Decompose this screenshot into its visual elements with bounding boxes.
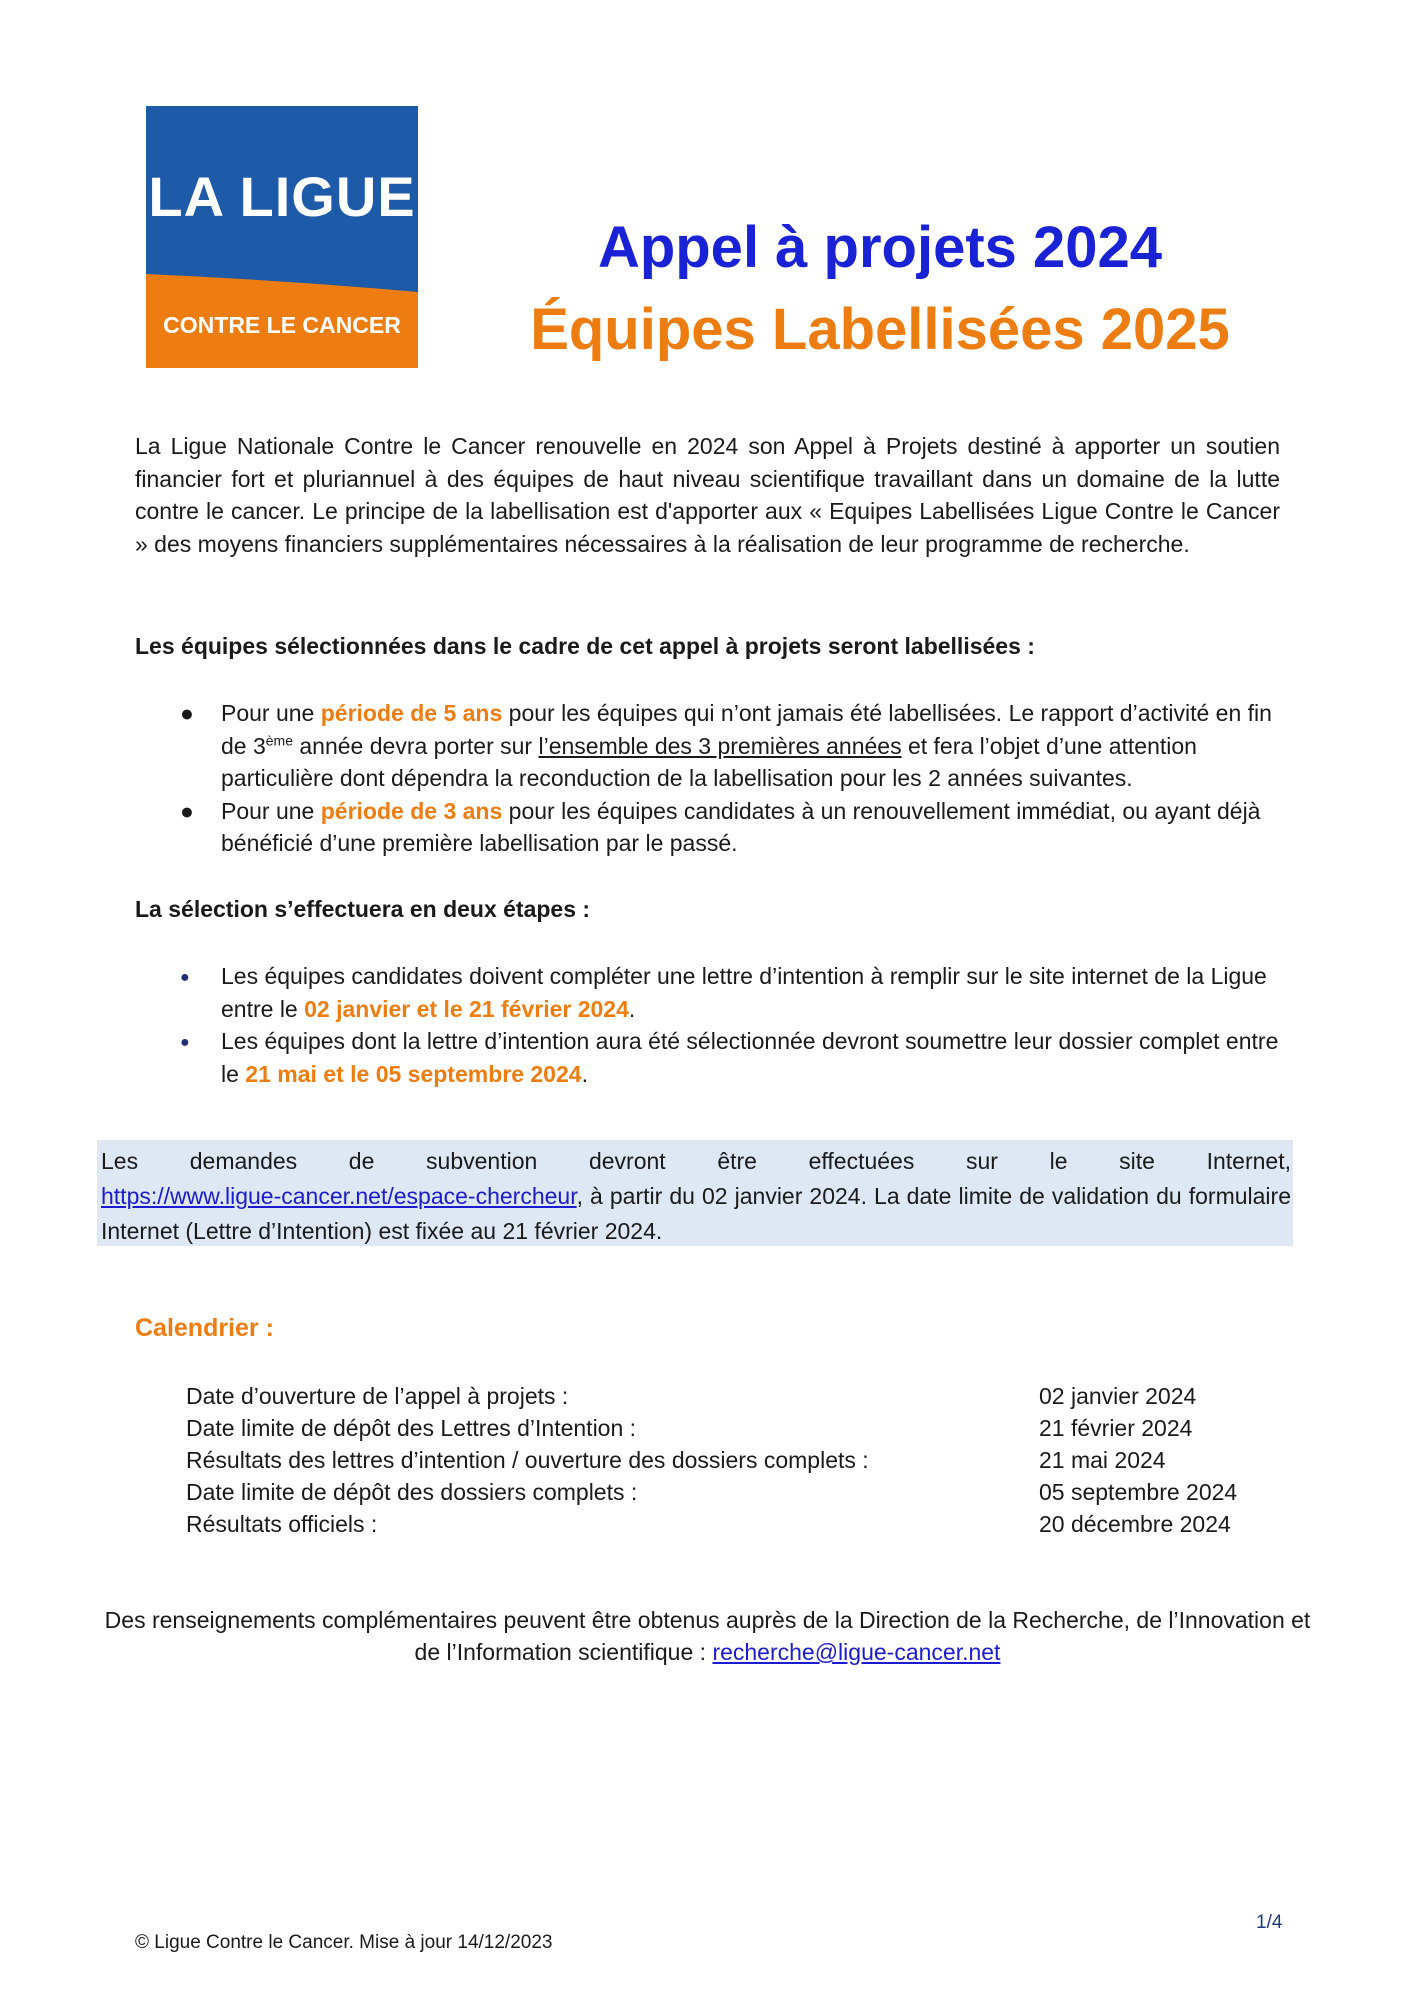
calendar-label: Résultats des lettres d’intention / ouverture des dossiers complets : [186, 1447, 869, 1473]
notice-line: Les demandes de subvention devront être effectuées sur le site Internet, [101, 1148, 1291, 1174]
bullet-icon: ● [180, 1034, 190, 1051]
list-item: ● Pour une période de 5 ans pour les équipes qui n’ont jamais été labellisées. Le rapport d’activité en fin de 3ème année devra porter sur l’ensemble des 3 premières années et fera l’objet d’une attention particulière dont dépendra la reconduction de la labellisation pour les 2 années suivantes. [135, 697, 1295, 795]
highlight: période de 5 ans [320, 700, 503, 726]
bullet-icon: ● [180, 797, 194, 824]
contact-info: Des renseignements complémentaires peuvent être obtenus auprès de la Direction de la Recherche, de l’Innovation et de l’Information scientifique : recherche@ligue-cancer.net [104, 1607, 1311, 1665]
copyright: © Ligue Contre le Cancer. Mise à jour 14/12/2023 [135, 1932, 553, 1953]
section2-heading: La sélection s’effectuera en deux étapes : [135, 896, 591, 922]
page-number: 1/4 [1256, 1912, 1283, 1933]
calendar-date: 21 février 2024 [1039, 1415, 1193, 1441]
logo-text-bottom: CONTRE LE CANCER [163, 312, 401, 338]
page-title: Appel à projets 2024 [597, 215, 1163, 280]
list-item: ● Pour une période de 3 ans pour les équipes candidates à un renouvellement immédiat, ou ayant déjà bénéficié d’une première labellisation par le passé. [135, 795, 1295, 860]
calendar-date: 05 septembre 2024 [1039, 1479, 1238, 1505]
logo-text-top: LA LIGUE [148, 165, 416, 228]
calendar-label: Date limite de dépôt des Lettres d’Intention : [186, 1415, 637, 1441]
calendar-heading: Calendrier : [135, 1314, 274, 1342]
calendar-label: Date limite de dépôt des dossiers complets : [186, 1479, 638, 1505]
calendar-date: 21 mai 2024 [1039, 1447, 1166, 1473]
highlight: 21 mai et le 05 septembre 2024 [245, 1060, 582, 1087]
logo [146, 106, 418, 368]
section1-list [135, 697, 1295, 860]
section2-list [135, 960, 1295, 1090]
calendar-date: 20 décembre 2024 [1039, 1511, 1231, 1537]
calendar-label: Date d’ouverture de l’appel à projets : [186, 1383, 569, 1409]
calendar-date: 02 janvier 2024 [1039, 1383, 1197, 1409]
highlight: 02 janvier et le 21 février 2024 [304, 995, 629, 1022]
page-subtitle: Équipes Labellisées 2025 [530, 297, 1230, 362]
section1-heading: Les équipes sélectionnées dans le cadre de cet appel à projets seront labellisées : [135, 633, 1035, 659]
underlined-text: l’ensemble des 3 premières années [538, 732, 902, 759]
highlight: période de 3 ans [320, 797, 503, 824]
bullet-icon: ● [180, 969, 190, 986]
list-item: ● Les équipes candidates doivent compléter une lettre d’intention à remplir sur le site internet de la Ligue entre le 02 janvier et le 21 février 2024. [180, 963, 1267, 1022]
bullet-icon: ● [180, 700, 194, 726]
notice-text: Les demandes de subvention devront être effectuées sur le site Internet, https://www.ligue-cancer.net/espace-chercheur, à partir du 02 janvier 2024. La date limite de validation du formulaire Internet (Lettre d’Intention) est fixée au 21 février 2024. [101, 1144, 1291, 1249]
intro-paragraph: La Ligue Nationale Contre le Cancer renouvelle en 2024 son Appel à Projets destiné à apporter un soutien financier fort et pluriannuel à des équipes de haut niveau scientifique travaillant dans un domaine de la lutte contre le cancer. Le principe de la labellisation est d'apporter aux « Equipes Labellisées Ligue Contre le Cancer » des moyens financiers supplémentaires nécessaires à la réalisation de leur programme de recherche. [135, 433, 1280, 557]
espace-chercheur-link[interactable]: https://www.ligue-cancer.net/espace-chercheur [101, 1183, 577, 1209]
list-item: ● Les équipes dont la lettre d’intention aura été sélectionnée devront soumettre leur dossier complet entre le 21 mai et le 05 septembre 2024. [180, 1028, 1279, 1087]
calendar-label: Résultats officiels : [186, 1511, 378, 1537]
contact-email-link[interactable]: recherche@ligue-cancer.net [712, 1639, 1001, 1665]
